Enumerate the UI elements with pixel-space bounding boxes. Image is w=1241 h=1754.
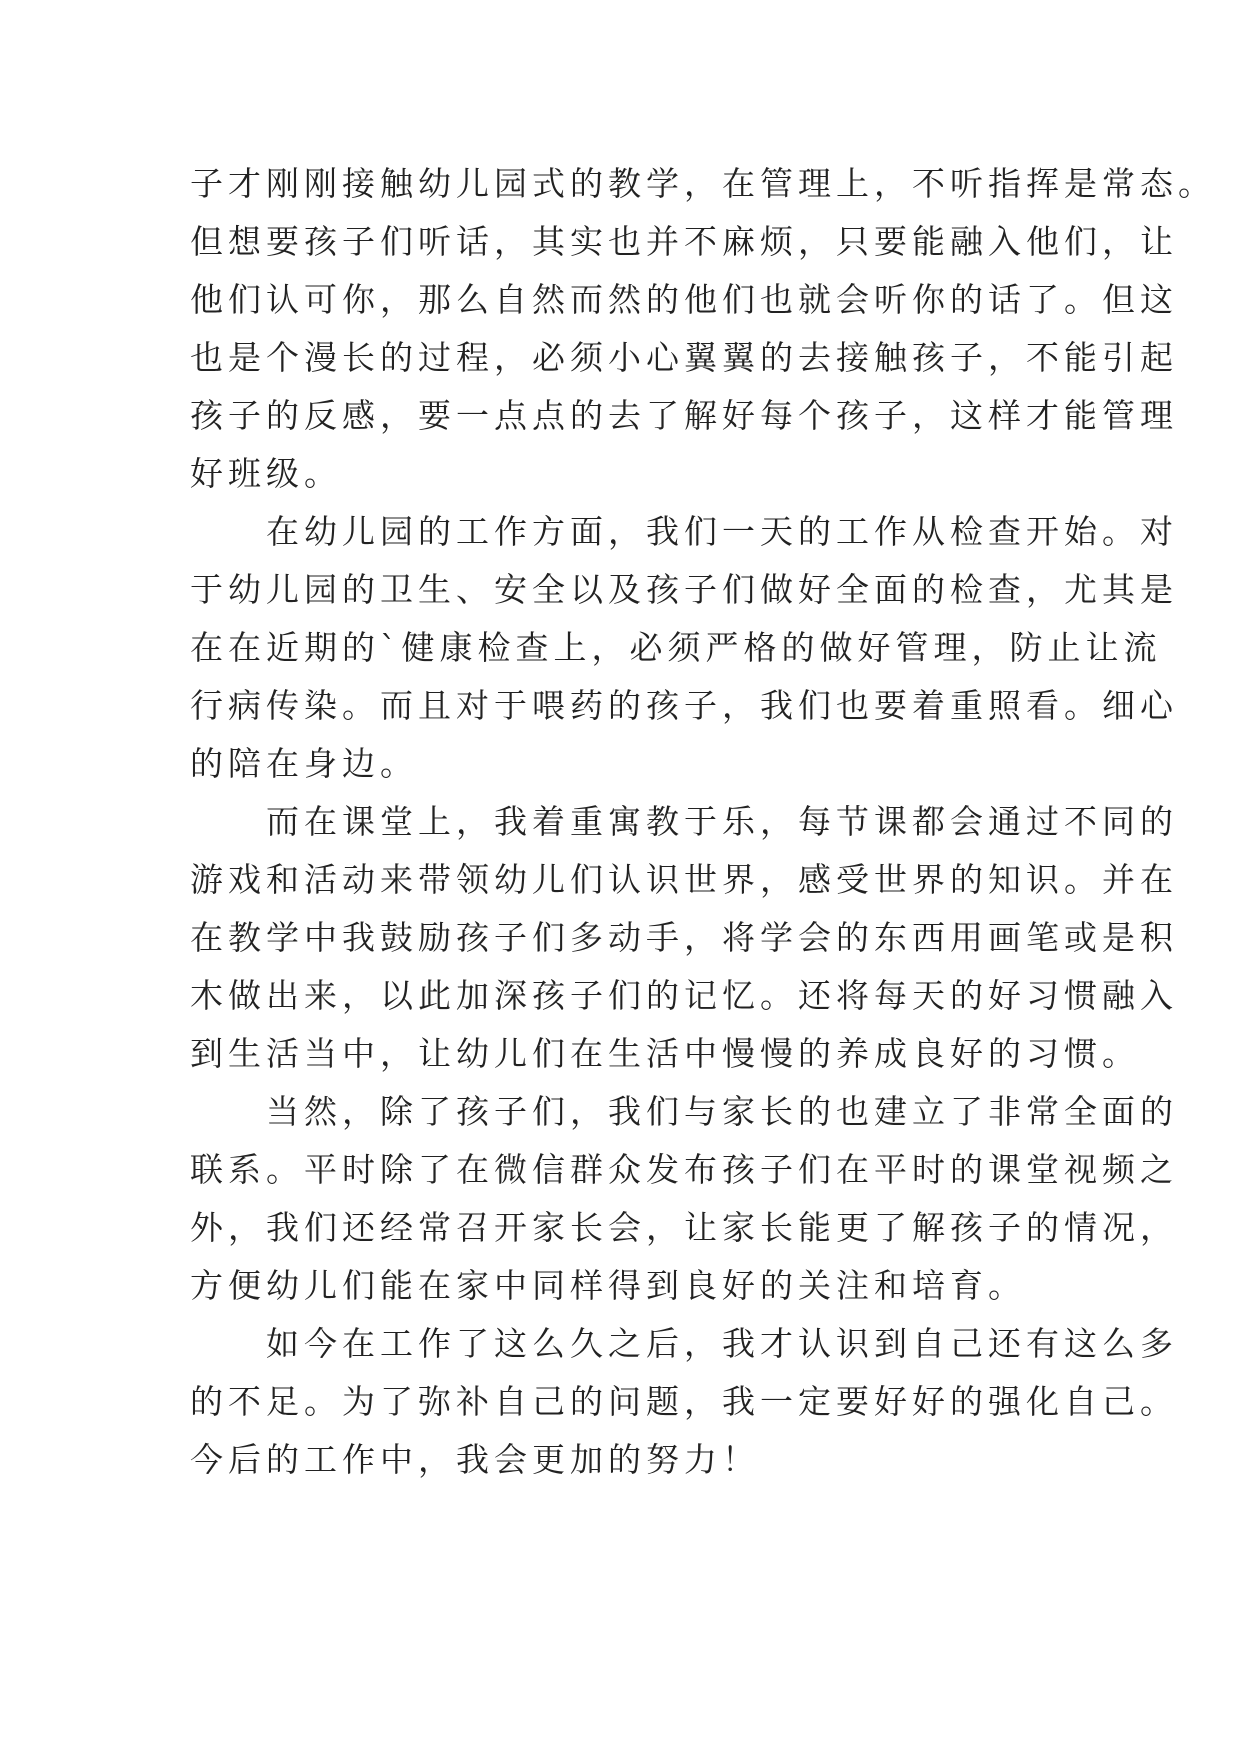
text-line: 今后的工作中，我会更加的努力！: [190, 1440, 760, 1479]
text-line: 孩子的反感，要一点点的去了解好每个孩子，这样才能管理: [190, 396, 1178, 435]
text-line: 方便幼儿们能在家中同样得到良好的关注和培育。: [190, 1266, 1026, 1305]
text-line: 他们认可你，那么自然而然的他们也就会听你的话了。但这: [190, 280, 1178, 319]
text-line: 在在近期的`健康检查上，必须严格的做好管理，防止让流: [190, 628, 1162, 667]
paragraph-4: [190, 1083, 1178, 1315]
text-line: 于幼儿园的卫生、安全以及孩子们做好全面的检查，尤其是: [190, 570, 1178, 609]
paragraph-2: [190, 503, 1178, 793]
text-line: 在幼儿园的工作方面，我们一天的工作从检查开始。对: [190, 512, 1178, 551]
text-line: 当然，除了孩子们，我们与家长的也建立了非常全面的: [190, 1092, 1178, 1131]
text-line: 游戏和活动来带领幼儿们认识世界，感受世界的知识。并在: [190, 860, 1178, 899]
paragraph-5: [190, 1315, 1178, 1489]
text-line: 如今在工作了这么久之后，我才认识到自己还有这么多: [190, 1324, 1178, 1363]
text-line: 外，我们还经常召开家长会，让家长能更了解孩子的情况，: [190, 1208, 1178, 1247]
paragraph-3: [190, 793, 1178, 1083]
paragraph-1: [190, 155, 1216, 503]
text-line: 联系。平时除了在微信群众发布孩子们在平时的课堂视频之: [190, 1150, 1178, 1189]
document-body: [190, 155, 1216, 1489]
text-line: 的陪在身边。: [190, 744, 418, 783]
text-line: 到生活当中，让幼儿们在生活中慢慢的养成良好的习惯。: [190, 1034, 1140, 1073]
text-line: 在教学中我鼓励孩子们多动手，将学会的东西用画笔或是积: [190, 918, 1178, 957]
text-line: 而在课堂上，我着重寓教于乐，每节课都会通过不同的: [190, 802, 1178, 841]
text-line: 但想要孩子们听话，其实也并不麻烦，只要能融入他们，让: [190, 222, 1178, 261]
text-line: 也是个漫长的过程，必须小心翼翼的去接触孩子，不能引起: [190, 338, 1178, 377]
text-line: 木做出来，以此加深孩子们的记忆。还将每天的好习惯融入: [190, 976, 1178, 1015]
text-line: 子才刚刚接触幼儿园式的教学，在管理上，不听指挥是常态。: [190, 164, 1216, 203]
text-line: 好班级。: [190, 454, 342, 493]
text-line: 行病传染。而且对于喂药的孩子，我们也要着重照看。细心: [190, 686, 1178, 725]
text-line: 的不足。为了弥补自己的问题，我一定要好好的强化自己。: [190, 1382, 1178, 1421]
